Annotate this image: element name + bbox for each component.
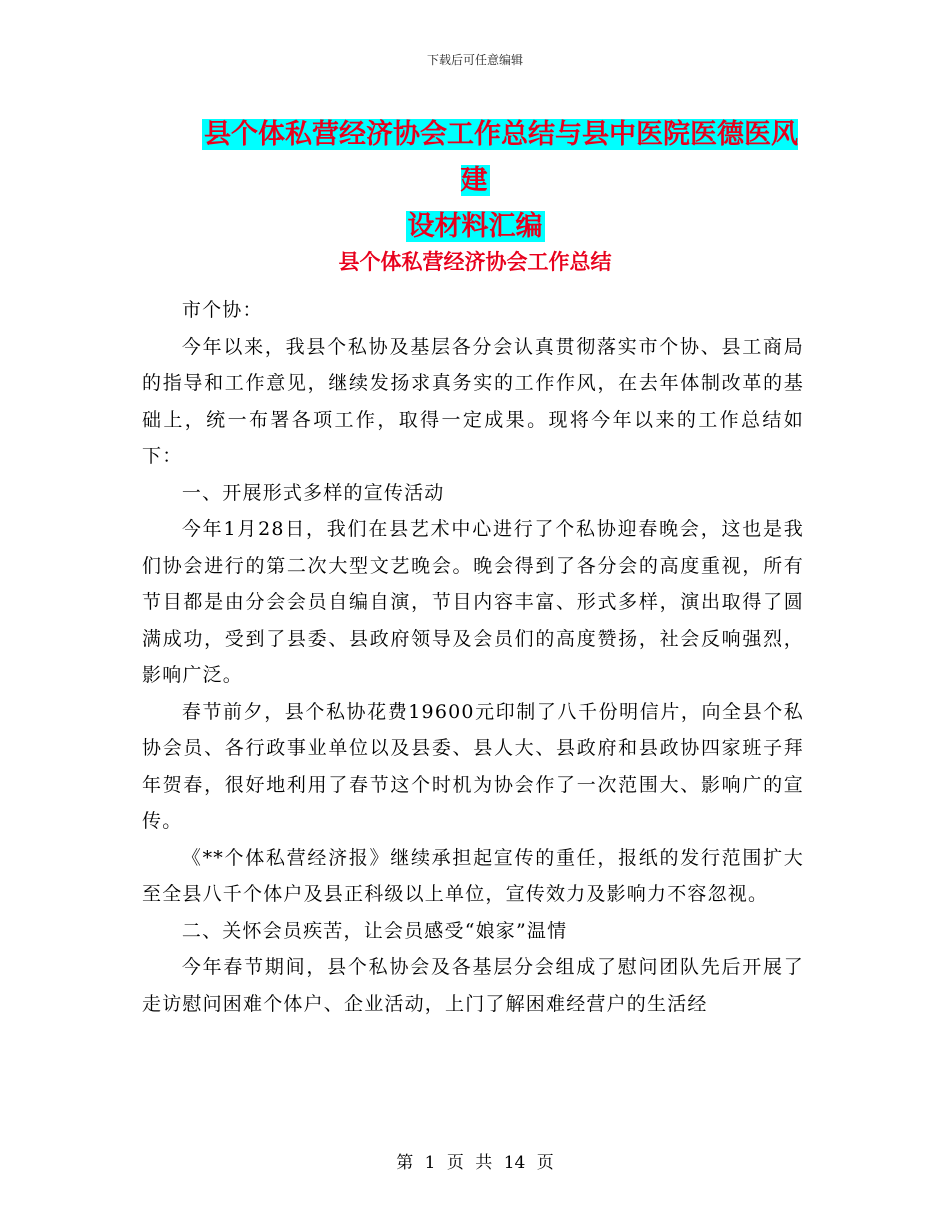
paragraph: 今年春节期间，县个私协会及各基层分会组成了慰问团队先后开展了走访慰问困难个体户、企业活动，上门了解困难经营户的生活经 bbox=[142, 956, 804, 1015]
paragraph-salutation: 市个协： bbox=[181, 299, 263, 321]
document-title-line-2: 设材料汇编 bbox=[407, 211, 543, 242]
page-number-footer: 第 1 页 共 14 页 bbox=[396, 1153, 554, 1173]
section-title: 县个体私营经济协会工作总结 bbox=[338, 250, 612, 274]
document-title-line-1: 县个体私营经济协会工作总结与县中医院医德医风建 bbox=[204, 119, 798, 196]
document-title bbox=[140, 112, 810, 250]
paragraph-heading: 二、关怀会员疾苦，让会员感受“娘家”温情 bbox=[181, 919, 568, 942]
paragraph: 《**个体私营经济报》继续承担起宣传的重任，报纸的发行范围扩大至全县八千个体户及县正科级以上单位，宣传效力及影响力不容忽视。 bbox=[142, 846, 804, 905]
paragraph-heading: 一、开展形式多样的宣传活动 bbox=[181, 481, 445, 504]
document-body bbox=[142, 292, 804, 1022]
page-header-note: 下载后可任意编辑 bbox=[426, 53, 523, 67]
paragraph: 今年以来，我县个私协及基层各分会认真贯彻落实市个协、县工商局的指导和工作意见，继续发扬求真务实的工作作风，在去年体制改革的基础上，统一布署各项工作，取得一定成果。现将今年以来的工作总结如下： bbox=[142, 335, 804, 467]
paragraph: 春节前夕，县个私协花费19600元印制了八千份明信片，向全县个私协会员、各行政事业单位以及县委、县人大、县政府和县政协四家班子拜年贺春，很好地利用了春节这个时机为协会作了一次范围大、影响广的宣传。 bbox=[142, 700, 804, 832]
paragraph: 今年1月28日，我们在县艺术中心进行了个私协迎春晚会，这也是我们协会进行的第二次大型文艺晚会。晚会得到了各分会的高度重视，所有节目都是由分会会员自编自演，节目内容丰富、形式多样，演出取得了圆满成功，受到了县委、县政府领导及会员们的高度赞扬，社会反响强烈，影响广泛。 bbox=[142, 518, 804, 686]
